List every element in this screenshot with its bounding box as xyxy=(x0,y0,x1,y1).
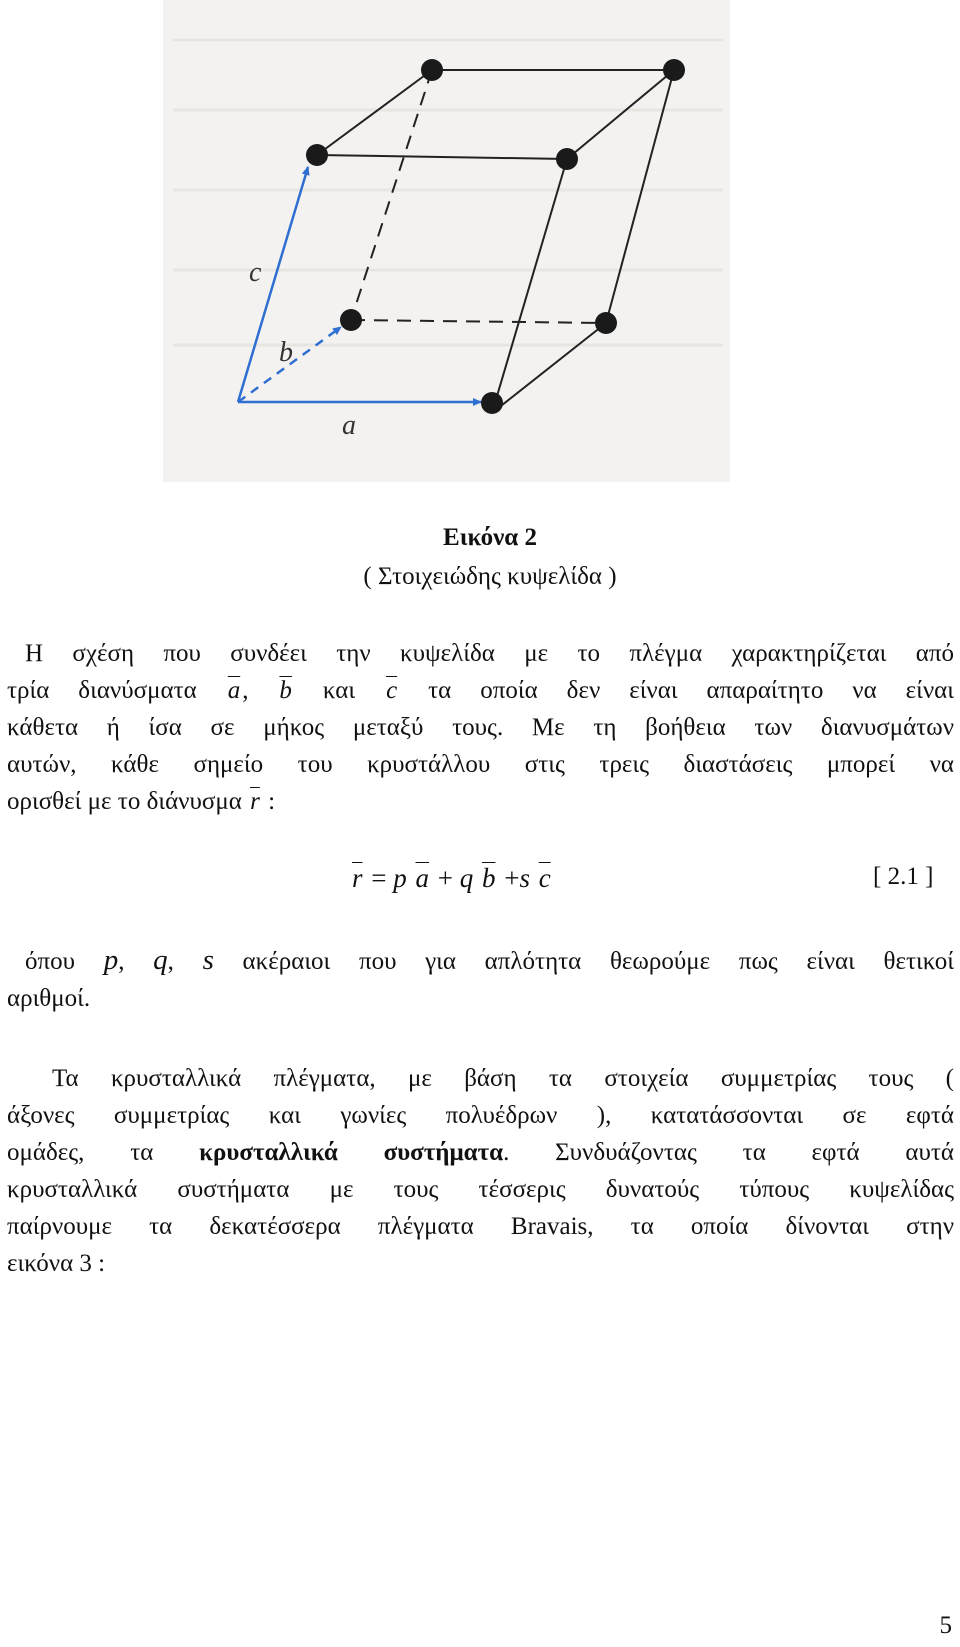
unit-cell-figure xyxy=(163,0,730,482)
lattice-vectors xyxy=(238,167,481,402)
para2-line1: όπου p, q, s ακέραιοι που για απλότητα θεωρούμε πως είναι θετικοί xyxy=(25,944,955,976)
para2-line2: αριθμοί. xyxy=(7,985,91,1012)
figure-caption-subtitle: ( Στοιχειώδης κυψελίδα ) xyxy=(363,563,617,590)
vector-c: $\overline{c}$ xyxy=(386,677,398,704)
para3-line6: εικόνα 3 : xyxy=(7,1250,106,1277)
cell-edges xyxy=(317,70,674,413)
para3-line2: άξονες συμμετρίας και γωνίες πολυέδρων ), κατατάσσονται σε εφτά xyxy=(7,1102,954,1129)
para3-line1: Τα κρυσταλλικά πλέγματα, με βάση τα στοιχεία συμμετρίας τους ( xyxy=(52,1065,954,1092)
vector-r: $\overline{r}$ xyxy=(250,788,260,815)
edge-top-right xyxy=(567,70,674,159)
para1-line3: κάθετα ή ίσα σε μήκος μεταξύ τους. Με τη βοήθεια των διανυσμάτων xyxy=(7,714,954,741)
edge-top-front xyxy=(317,155,567,159)
para3-line4: κρυσταλλικά συστήματα με τους τέσσερις δυνατούς τύπους κυψελίδας xyxy=(7,1176,954,1203)
label-c: c xyxy=(249,257,262,288)
equation-number: [ 2.1 ] xyxy=(873,863,934,890)
vector-b: $\overline{b}$ xyxy=(279,677,292,704)
paragraph-integers xyxy=(7,942,954,1017)
figure-caption-title: Εικόνα 2 xyxy=(443,524,537,551)
para1-line2: τρία διανύσματα $\overline{a}$, $\overline{b}$ και $\overline{c}$ τα οποία δεν είναι απαραίτητο να είναι xyxy=(7,677,955,704)
edge-back-right-vertical xyxy=(606,70,674,323)
para3-line5: παίρνουμε τα δεκατέσσερα πλέγματα Bravais, τα οποία δίνονται στην xyxy=(7,1213,954,1240)
para1-line5: ορισθεί με το διάνυσμα $\overline{r}$ : xyxy=(7,788,276,815)
edge-bottom-right xyxy=(492,323,606,413)
unit-cell-diagram xyxy=(163,0,730,482)
para3-line3: ομάδες, τα κρυσταλλικά συστήματα. Συνδυάζοντας τα εφτά αυτά xyxy=(7,1139,955,1166)
crystal-systems-term: κρυσταλλικά συστήματα xyxy=(199,1139,504,1166)
hidden-edges xyxy=(351,70,606,323)
para1-line4: αυτών, κάθε σημείο του κρυστάλλου στις τρεις διαστάσεις μπορεί να xyxy=(7,751,954,778)
lattice-nodes xyxy=(306,59,685,414)
label-a: a xyxy=(342,410,356,441)
edge-top-left xyxy=(317,70,432,155)
vector-a: $\overline{a}$ xyxy=(227,677,241,704)
page-number: 5 xyxy=(939,1612,952,1639)
paragraph-crystal-systems xyxy=(7,1060,954,1282)
para1-line1: Η σχέση που συνδέει την κυψελίδα με το πλέγμα χαρακτηρίζεται από xyxy=(25,640,954,667)
edge-front-right-vertical xyxy=(492,159,567,413)
label-b: b xyxy=(279,337,293,368)
equation-2-1: $\overline{r} = p$ $\overline{a} + q$ $\overline{b} +s$ $\overline{c}$ xyxy=(352,863,551,893)
paragraph-lattice-vectors xyxy=(7,635,954,820)
